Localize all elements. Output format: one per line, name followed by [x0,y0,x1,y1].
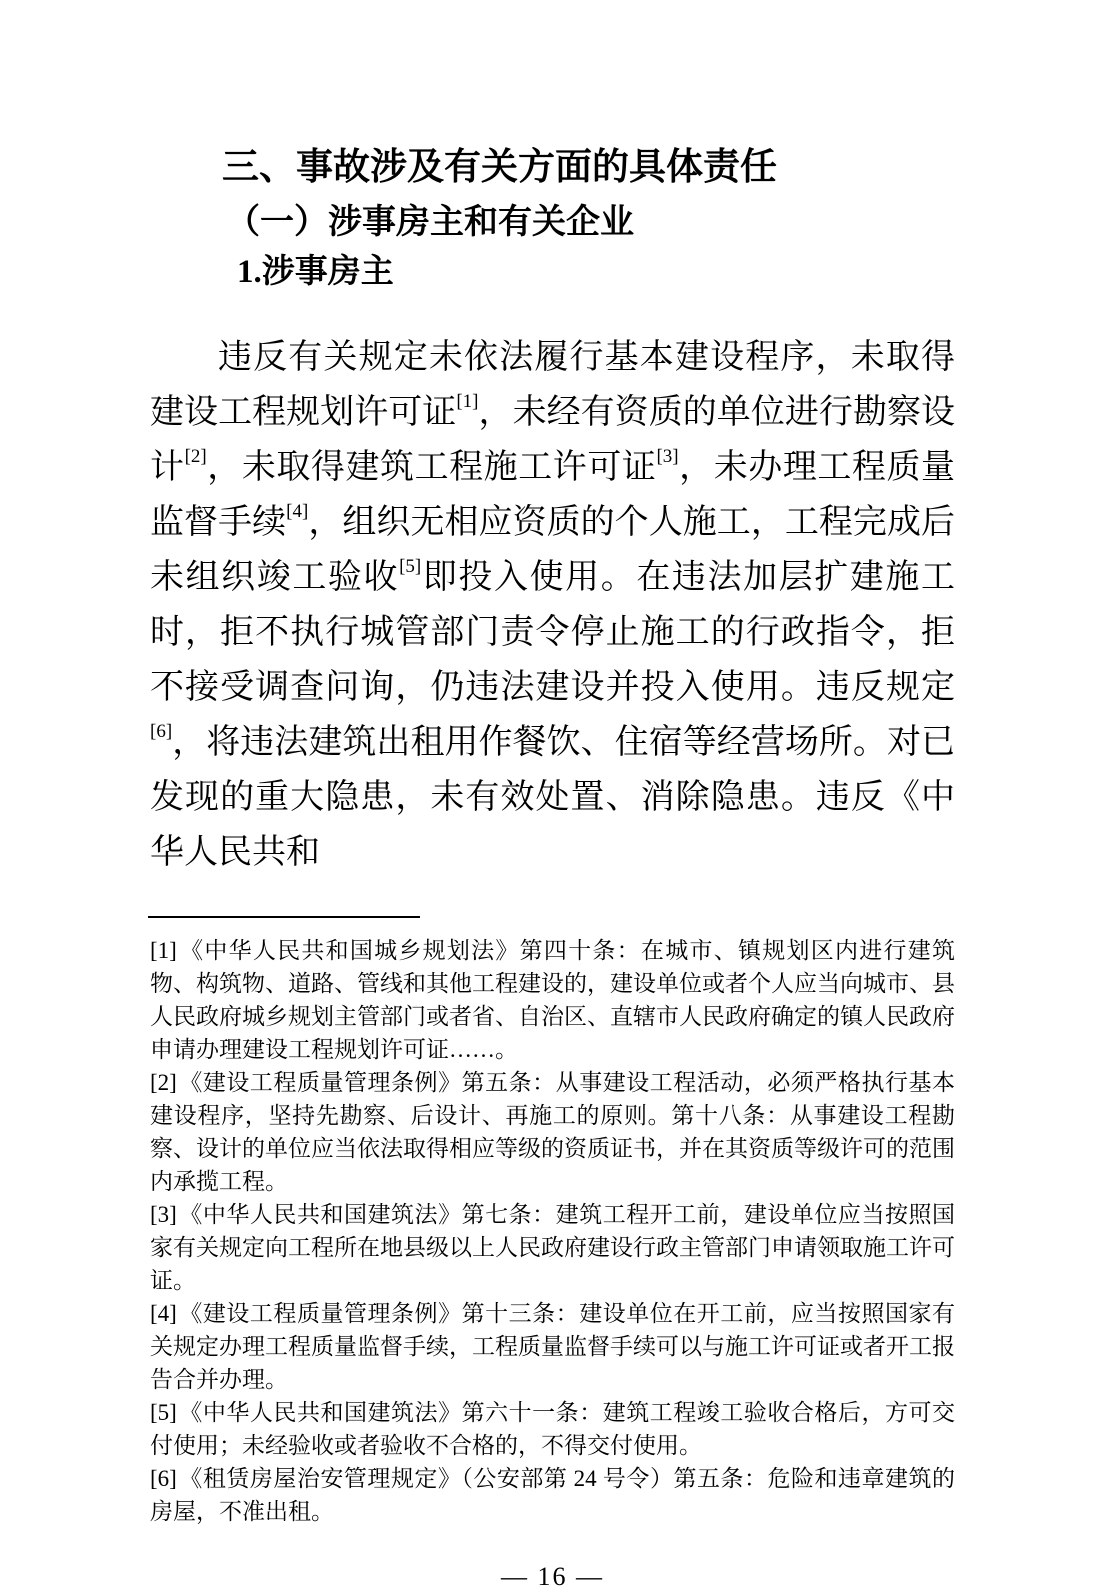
footnote-marker: [6] [150,1466,177,1491]
footnote-item [150,1066,955,1198]
footnote-text: 《中华人民共和国建筑法》第六十一条：建筑工程竣工验收合格后，方可交付使用；未经验收或者验收不合格的，不得交付使用。 [150,1400,955,1458]
footnote-item [150,1297,955,1396]
body-text-run: ，未取得建筑工程施工许可证 [206,449,657,486]
item-heading: 1.涉事房主 [237,254,394,290]
page-number: — 16 — [501,1562,604,1591]
footnote-item [150,934,955,1066]
body-paragraph [150,330,955,880]
footnote-marker: [5] [150,1400,177,1425]
footnote-marker: [4] [150,1301,177,1326]
footnote-text: 《中华人民共和国城乡规划法》第四十条：在城市、镇规划区内进行建筑物、构筑物、道路、管线和其他工程建设的，建设单位或者个人应当向城市、县人民政府城乡规划主管部门或者省、自治区、直辖市人民政府确定的镇人民政府申请办理建设工程规划许可证……。 [150,938,955,1062]
footnote-ref: [4] [286,501,309,522]
footnote-item [150,1462,955,1528]
footnote-text: 《中华人民共和国建筑法》第七条：建筑工程开工前，建设单位应当按照国家有关规定向工程所在地县级以上人民政府建设行政主管部门申请领取施工许可证。 [150,1202,955,1293]
footnote-item [150,1396,955,1462]
footnote-marker: [3] [150,1202,177,1227]
footnote-item [150,1198,955,1297]
body-text-run: ，将违法建筑出租用作餐饮、住宿等经营场所。对已发现的重大隐患，未有效处置、消除隐患。违反《中华人民共和 [150,724,955,871]
footnote-ref: [2] [184,446,207,467]
body-text-run: ，未经有资质的单位进行勘察设计 [150,394,956,486]
footnote-ref: [1] [456,391,479,412]
footnote-ref: [5] [399,556,422,577]
body-text-run: 违反有关规定未依法履行基本建设程序，未取得建设工程规划许可证 [150,339,955,431]
footnote-marker: [1] [150,938,177,963]
body-text-run: 即投入使用。在违法加层扩建施工时，拒不执行城管部门责令停止施工的行政指令，拒不接受调查问询，仍违法建设并投入使用。违反规定 [150,559,956,706]
footnote-ref: [3] [656,446,679,467]
body-text-run: ，组织无相应资质的个人施工，工程完成后未组织竣工验收 [150,504,956,596]
footnote-ref: [6] [150,721,173,742]
footnote-marker: [2] [150,1070,177,1095]
footnote-text: 《建设工程质量管理条例》第五条：从事建设工程活动，必须严格执行基本建设程序，坚持先勘察、后设计、再施工的原则。第十八条：从事建设工程勘察、设计的单位应当依法取得相应等级的资质证书，并在其资质等级许可的范围内承揽工程。 [150,1070,955,1194]
footnote-separator [148,916,420,918]
footnotes-section [150,934,955,1528]
body-text-run: ，未办理工程质量监督手续 [150,449,956,541]
section-heading: 三、事故涉及有关方面的具体责任 [222,146,777,187]
footnote-text: 《建设工程质量管理条例》第十三条：建设单位在开工前，应当按照国家有关规定办理工程质量监督手续，工程质量监督手续可以与施工许可证或者开工报告合并办理。 [150,1301,955,1392]
subsection-heading: （一）涉事房主和有关企业 [226,204,634,241]
footnote-text: 《租赁房屋治安管理规定》（公安部第 24 号令）第五条：危险和违章建筑的房屋，不准出租。 [150,1466,955,1524]
